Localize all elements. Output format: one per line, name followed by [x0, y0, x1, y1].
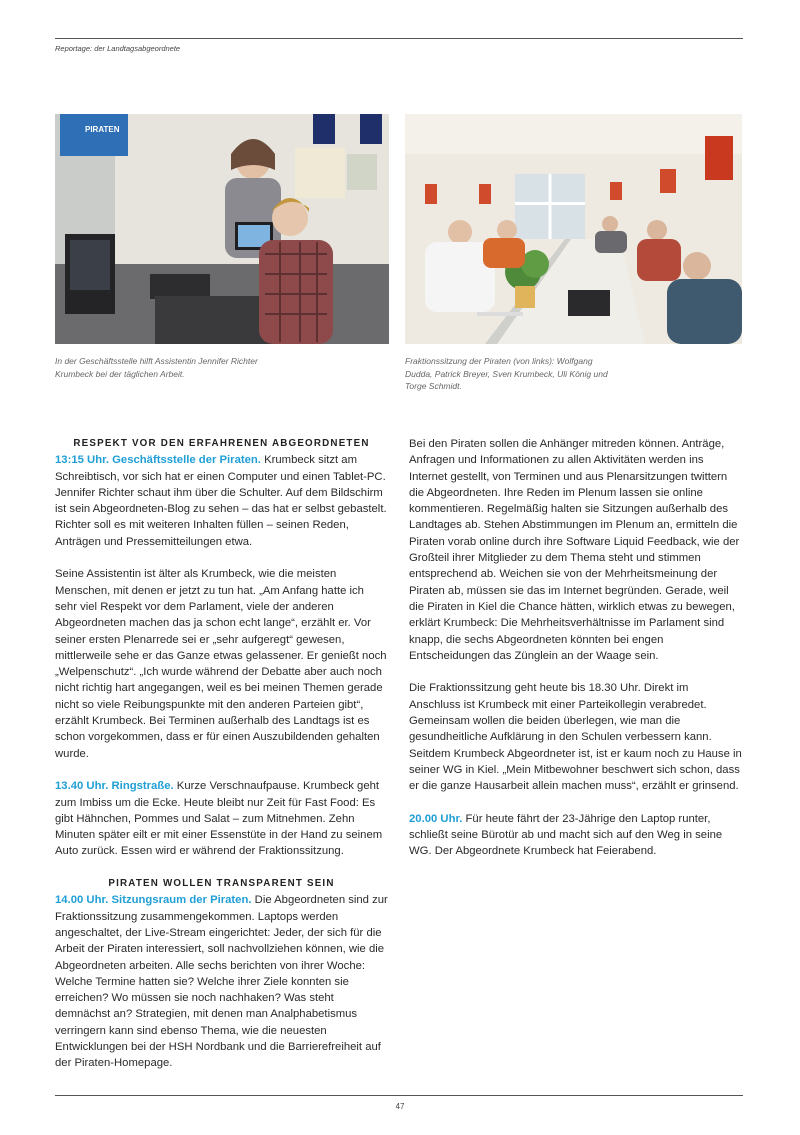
article-paragraph: Seine Assistentin ist älter als Krumbeck, wie die meisten Menschen, mit denen er jetzt zu tun hat. „Am Anfang hatte ich sehr viel Respekt vor dem Parlament, viele der anderen Abgeordneten machen das ja schon echt lange“, erzählt er. Vor seiner ersten Plenarrede sei er „sehr aufgeregt“ gewesen, mittlerweile sehe er das Ganze etwas gelassener. Er genießt noch „Welpenschutz“. „Ich wurde während der Debatte aber auch noch nicht richtig hart angegangen, weil es bei meinen Themen gerade nicht so viele Reibungspunkte mit den anderen Parteien gibt“, erzählt Krumbeck. Bei Terminen außerhalb des Landtags ist es schon vorgekommen, dass er für einen Auszubildenden gehalten wurde. — [55, 568, 387, 760]
photo-meeting — [405, 114, 742, 344]
paragraph-lead: 13:15 Uhr. Geschäftsstelle der Piraten. — [55, 454, 261, 467]
paragraph-text: Die Abgeordneten sind zur Fraktionssitzung zusammengekommen. Laptops werden angeschaltet, der Live-Stream eingerichtet: Jeder, der sich für die Arbeit der Piraten interessiert, soll nachvollziehen können, wie die Abgeordneten arbeiten. Alle sechs berichten von ihrer Woche: Welche Termine hatten sie? Welche ihrer Ziele konnten sie erreichen? Wo müssen sie noch nachhaken? Was steht demnächst an? Strategien, mit denen man Analphabetismus verringern kann sind ebenso Thema, wie die neuesten Entwicklungen bei der HSH Nordbank und die Barrierefreiheit auf der Piraten-Homepage. — [55, 894, 388, 1070]
article-paragraph — [409, 811, 742, 860]
article-column-left — [55, 436, 388, 1072]
photo-meeting-caption — [405, 355, 608, 393]
running-title: Reportage: der Landtagsabgeordnete — [55, 44, 181, 53]
article-paragraph — [55, 452, 388, 550]
caption-line: Fraktionssitzung der Piraten (von links): Wolfgang — [405, 356, 593, 366]
article-paragraph: Bei den Piraten sollen die Anhänger mitreden können. Anträge, Anfragen und Informationen zu allen Aktivitäten werden ins Internet gestellt, von Terminen und aus Plenarsitzungen twittern die Abgeordneten. Ihre Reden im Plenum lassen sie online kommentieren. Regelmäßig halten sie Sitzungen außerhalb des Landtages ab. Stehen Abstimmungen im Plenum an, ermitteln die Piraten vorab online durch ihre Software Liquid Feedback, wie der Großteil ihrer Mitglieder zu dem Thema steht und stimmen entsprechend ab. Weichen sie von der Mehrheitsmeinung der Piraten ab, müssen sie das im Internet begründen. Gerade, weil die Piraten in Kiel die Chance hätten, wirklich etwas zu bewegen, erklärt Krumbeck: Die Mehrheitsverhältnisse im Parlament sind knapp, die sechs Abgeordneten könnten bei engen Entscheidungen das Zünglein an der Waage sein. — [409, 438, 740, 662]
caption-line: Torge Schmidt. — [405, 381, 462, 391]
article-paragraph: Die Fraktionssitzung geht heute bis 18.30 Uhr. Direkt im Anschluss ist Krumbeck mit einer Parteikollegin verabredet. Gemeinsam wollen die beiden überlegen, wie man die gesundheitliche Aufklärung in den Schulen verbessern kann. Seitdem Krumbeck Abgeordneter ist, ist er kaum noch zu Hause in seiner WG in Kiel. „Mein Mitbewohner beschwert sich schon, dass er die ganze Hausarbeit allein machen muss“, erzählt er grinsend. — [409, 682, 742, 793]
section-heading: RESPEKT VOR DEN ERFAHRENEN ABGEORDNETEN — [73, 438, 370, 449]
paragraph-lead: 20.00 Uhr. — [409, 812, 463, 825]
paragraph-lead: 14.00 Uhr. Sitzungsraum der Piraten. — [55, 894, 252, 907]
header-rule — [55, 38, 743, 39]
caption-line: In der Geschäftsstelle hilft Assistentin Jennifer Richter — [55, 356, 258, 366]
photo-office-caption — [55, 355, 258, 380]
paragraph-lead: 13.40 Uhr. Ringstraße. — [55, 780, 174, 793]
paragraph-text: Krumbeck sitzt am Schreibtisch, vor sich hat er einen Computer und einen Tablet-PC. Jennifer Richter schaut ihm über die Schulter. Auf dem Bildschirm ist sein Abgeordneten-Blog zu sehen – das hat er selbst gebastelt. Richter soll es mit weiteren Inhalten füllen – seinen Reden, Anträgen und Pressemitteilungen etwa. — [55, 454, 387, 548]
footer-rule — [55, 1095, 743, 1096]
poster-text: PIRATEN — [85, 125, 120, 134]
section-heading: PIRATEN WOLLEN TRANSPARENT SEIN — [108, 878, 335, 890]
photo-office — [55, 114, 389, 344]
article-paragraph — [55, 892, 388, 1071]
article-column-right — [409, 436, 742, 860]
paragraph-text: Für heute fährt der 23-Jährige den Laptop runter, schließt seine Bürotür ab und macht sich auf den Weg in seine WG. Der Abgeordnete Krumbeck hat Feierabend. — [409, 812, 723, 858]
page-number: 47 — [395, 1102, 405, 1111]
caption-line: Dudda, Patrick Breyer, Sven Krumbeck, Uli König und — [405, 368, 608, 379]
article-paragraph — [55, 778, 388, 859]
paragraph-text: Kurze Verschnaufpause. Krumbeck geht zum Imbiss um die Ecke. Heute bleibt nur Zeit für Fast Food: Es gibt Hähnchen, Pommes und Salat – zum Mitnehmen. Zehn Minuten später eilt er mit einer Essenstüte in der Hand zu seinem Auto zurück. Essen wird er während der Fraktionssitzung. — [55, 780, 383, 858]
caption-line: Krumbeck bei der täglichen Arbeit. — [55, 368, 185, 379]
